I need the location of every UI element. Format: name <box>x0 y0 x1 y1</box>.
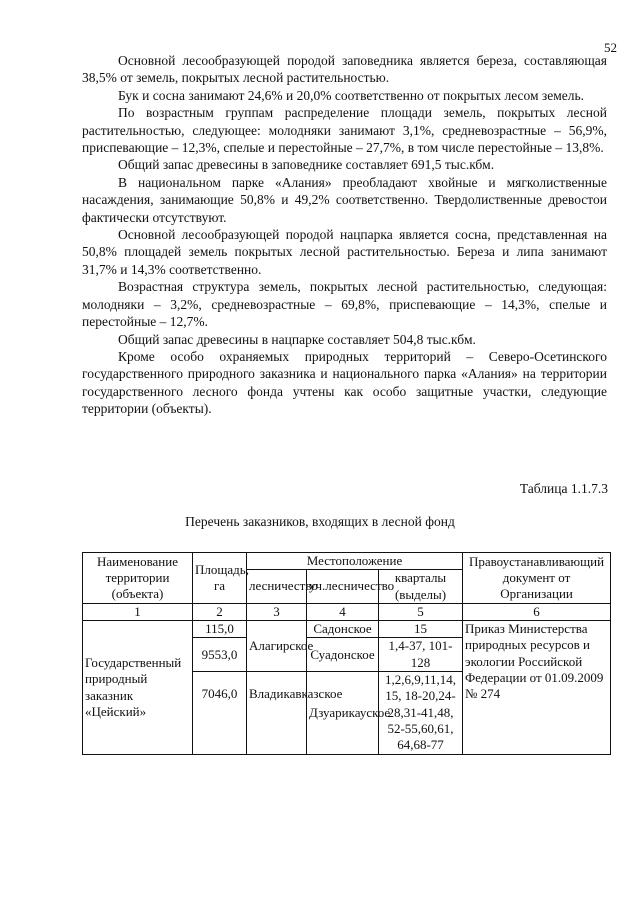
quarters-cell: 1,4-37, 101-128 <box>379 638 463 672</box>
column-number: 5 <box>379 603 463 620</box>
paragraph: Возрастная структура земель, покрытых лесной растительностью, следующая: молодняки – 3,2%, средневозрастные – 69,8%, приспевающие – 14,3%, спелые и перестойные – 12,7%. <box>82 279 607 330</box>
column-number: 4 <box>307 603 379 620</box>
area-cell: 115,0 <box>193 621 247 638</box>
column-number: 3 <box>247 603 307 620</box>
header-district-forestry: уч.лесничество <box>307 570 379 604</box>
quarters-cell: 1,2,6,9,11,14, 15, 18-20,24-28,31-41,48, 52-55,60,61, 64,68-77 <box>379 672 463 754</box>
column-number: 6 <box>463 603 611 620</box>
column-number-row <box>83 603 611 620</box>
header-area: Площадь, га <box>193 553 247 604</box>
paragraph: Основной лесообразующей породой заповедника является береза, составляющая 38,5% от земель, покрытых лесной растительностью. <box>82 53 607 86</box>
area-cell: 9553,0 <box>193 638 247 672</box>
district-forestry-cell: Дзуарикауское <box>307 672 379 754</box>
reserve-name: Государственный природный заказник «Цейский» <box>83 621 193 754</box>
district-forestry-cell: Садонское <box>307 621 379 638</box>
paragraph: В национальном парке «Алания» преобладают хвойные и мягколиственные насаждения, занимающие 50,8% и 49,2% соответственно. Твердолиственные древостои фактически отсутствуют. <box>82 174 607 225</box>
body-text <box>82 52 607 418</box>
document-cell: Приказ Министерства природных ресурсов и экологии Российской Федерации от 01.09.2009 № 274 <box>463 621 611 754</box>
header-forestry: лесничество <box>247 570 307 604</box>
district-forestry-cell: Суадонское <box>307 638 379 672</box>
header-document: Правоустанавливающий документ от Организации <box>463 553 611 604</box>
table-title: Перечень заказников, входящих в лесной фонд <box>185 514 455 529</box>
reserves-table <box>82 552 611 755</box>
paragraph: Основной лесообразующей породой нацпарка является сосна, представленная на 50,8% площадей земель покрытых лесной растительностью. Береза и липа занимают 31,7% и 14,3% соответственно. <box>82 227 607 277</box>
paragraph: Бук и сосна занимают 24,6% и 20,0% соответственно от покрытых лесом земель. <box>118 87 585 103</box>
paragraph: Общий запас древесины в нацпарке составляет 504,8 тыс.кбм. <box>118 331 476 347</box>
table-number: Таблица 1.1.7.3 <box>519 481 608 496</box>
paragraph: Кроме особо охраняемых природных территорий – Северо-Осетинского государственного природного заказника и национального парка «Алания» на территории государственного лесного фонда учтены как особо защитные участки, следующие территории (объекты). <box>82 348 607 417</box>
quarters-cell: 15 <box>379 621 463 638</box>
table-row <box>83 621 611 638</box>
paragraph: По возрастным группам распределение площади земель, покрытых лесной растительностью, следующее: молодняки занимают 3,1%, средневозрастные – 56,9%, приспевающие – 12,3%, спелые и перестойные – 27,7%, в том числе перестойные – 13,8%. <box>82 105 607 156</box>
header-quarters: кварталы (выделы) <box>379 570 463 604</box>
header-location: Местоположение <box>247 553 463 570</box>
forestry-cell: Алагирское <box>247 621 307 672</box>
table-header-row <box>83 553 611 570</box>
paragraph: Общий запас древесины в заповеднике составляет 691,5 тыс.кбм. <box>118 157 495 173</box>
column-number: 1 <box>83 603 193 620</box>
page-number: 52 <box>604 40 617 55</box>
forestry-cell: Владикавказское <box>247 672 307 754</box>
area-cell: 7046,0 <box>193 672 247 754</box>
header-name: Наименование территории (объекта) <box>83 553 193 604</box>
column-number: 2 <box>193 603 247 620</box>
